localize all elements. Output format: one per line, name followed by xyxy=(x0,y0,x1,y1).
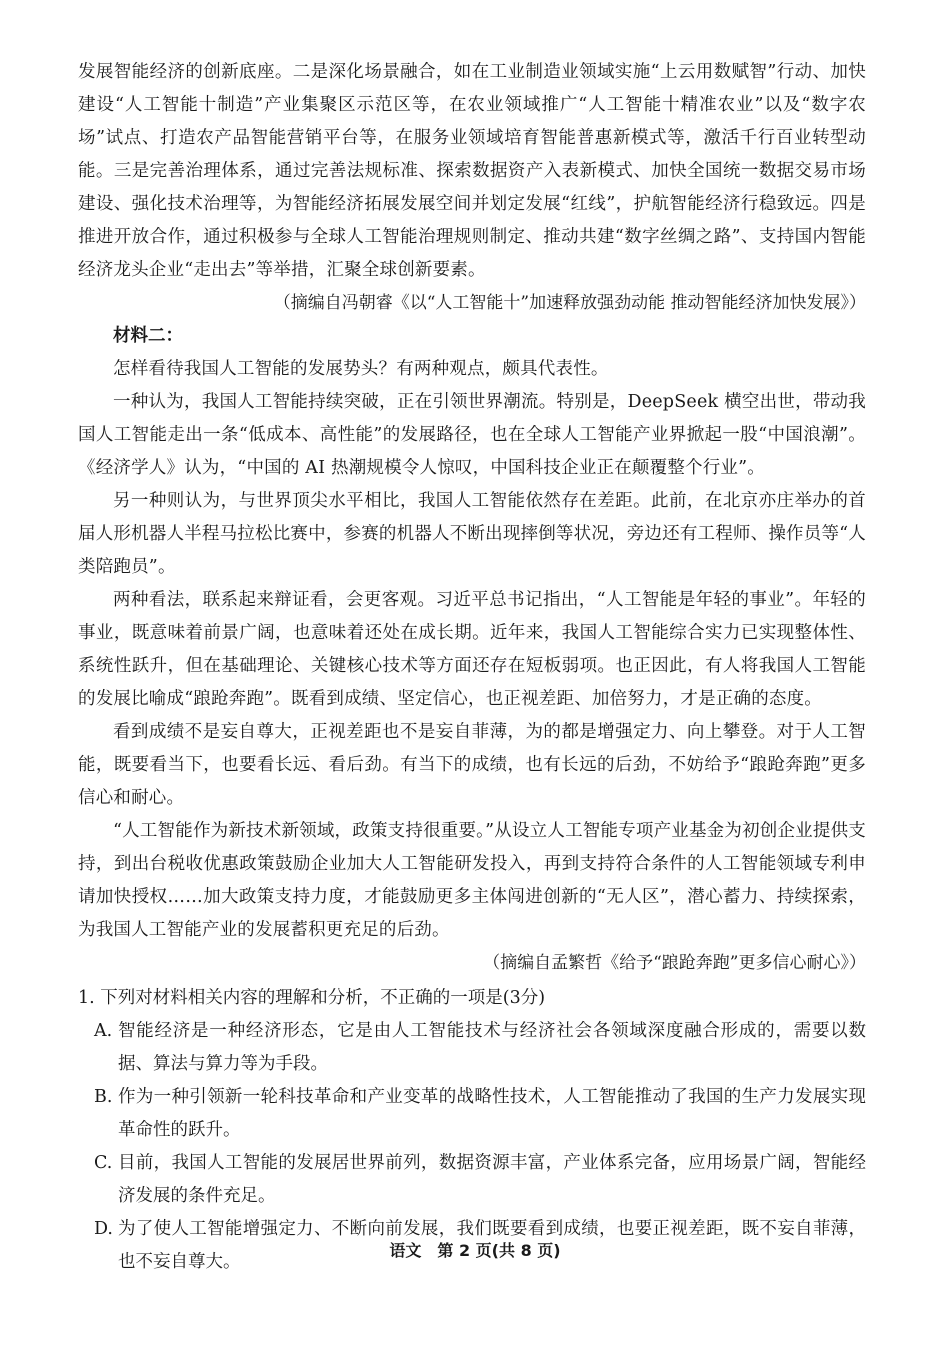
question-1-stem: 1. 下列对材料相关内容的理解和分析，不正确的一项是(3分) xyxy=(78,988,546,1008)
question-1 xyxy=(78,982,866,1279)
option-c xyxy=(78,1147,866,1213)
material2-paragraph-5: 看到成绩不是妄自尊大，正视差距也不是妄自菲薄，为的都是增强定力、向上攀登。对于人工智能，既要看当下，也要看长远、看后劲。有当下的成绩，也有长远的后劲，不妨给予“踉跄奔跑”更多信心和耐心。 xyxy=(78,722,866,808)
exam-page xyxy=(78,56,866,1279)
material2-source: （摘编自孟繁哲《给予“踉跄奔跑”更多信心耐心》） xyxy=(483,953,866,973)
material2-paragraph-3: 另一种则认为，与世界顶尖水平相比，我国人工智能依然存在差距。此前，在北京亦庄举办的首届人形机器人半程马拉松比赛中，参赛的机器人不断出现摔倒等状况，旁边还有工程师、操作员等“人类陪跑员”。 xyxy=(78,491,866,577)
option-d-letter: D. xyxy=(94,1219,113,1239)
option-a-text: 智能经济是一种经济形态，它是由人工智能技术与经济社会各领域深度融合形成的，需要以数据、算法与算力等为手段。 xyxy=(118,1021,866,1074)
option-a xyxy=(78,1015,866,1081)
page-footer: 语文 第 2 页(共 8 页) xyxy=(389,1241,561,1260)
material2-paragraph-1: 怎样看待我国人工智能的发展势头？有两种观点，颇具代表性。 xyxy=(113,359,609,379)
material2-paragraph-6: “人工智能作为新技术新领域，政策支持很重要。”从设立人工智能专项产业基金为初创企业提供支持，到出台税收优惠政策鼓励企业加大人工智能研发投入，再到支持符合条件的人工智能领域专利申请加快授权……加大政策支持力度，才能鼓励更多主体闯进创新的“无人区”，潜心蓄力、持续探索，为我国人工智能产业的发展蓄积更充足的后劲。 xyxy=(78,821,866,940)
option-c-text: 目前，我国人工智能的发展居世界前列，数据资源丰富，产业体系完备，应用场景广阔，智能经济发展的条件充足。 xyxy=(118,1153,866,1206)
material2-paragraph-2: 一种认为，我国人工智能持续突破，正在引领世界潮流。特别是，DeepSeek 横空出世，带动我国人工智能走出一条“低成本、高性能”的发展路径，也在全球人工智能产业界掀起一股“中国浪潮”。《经济学人》认为，“中国的 AI 热潮规模令人惊叹，中国科技企业正在颠覆整个行业”。 xyxy=(78,392,866,478)
option-d-text: 为了使人工智能增强定力、不断向前发展，我们既要看到成绩，也要正视差距，既不妄自菲薄，也不妄自尊大。 xyxy=(118,1219,866,1272)
material1-tail-paragraph: 发展智能经济的创新底座。二是深化场景融合，如在工业制造业领域实施“上云用数赋智”行动、加快建设“人工智能十制造”产业集聚区示范区等，在农业领域推广“人工智能十精准农业”以及“数字农场”试点、打造农产品智能营销平台等，在服务业领域培育智能普惠新模式等，激活千行百业转型动能。三是完善治理体系，通过完善法规标准、探索数据资产入表新模式、加快全国统一数据交易市场建设、强化技术治理等，为智能经济拓展发展空间并划定发展“红线”，护航智能经济行稳致远。四是推进开放合作，通过积极参与全球人工智能治理规则制定、推动共建“数字丝绸之路”、支持国内智能经济龙头企业“走出去”等举措，汇聚全球创新要素。 xyxy=(78,62,866,280)
material1-source: （摘编自冯朝睿《以“人工智能十”加速释放强劲动能 推动智能经济加快发展》） xyxy=(273,293,866,313)
option-b-letter: B. xyxy=(94,1087,113,1107)
material2-title: 材料二： xyxy=(113,326,183,346)
option-a-letter: A. xyxy=(94,1021,113,1041)
material2-paragraph-4: 两种看法，联系起来辩证看，会更客观。习近平总书记指出，“人工智能是年轻的事业”。年轻的事业，既意味着前景广阔，也意味着还处在成长期。近年来，我国人工智能综合实力已实现整体性、系统性跃升，但在基础理论、关键核心技术等方面还存在短板弱项。也正因此，有人将我国人工智能的发展比喻成“踉跄奔跑”。既看到成绩、坚定信心，也正视差距、加倍努力，才是正确的态度。 xyxy=(78,590,866,709)
option-b xyxy=(78,1081,866,1147)
option-c-letter: C. xyxy=(94,1153,113,1173)
option-b-text: 作为一种引领新一轮科技革命和产业变革的战略性技术，人工智能推动了我国的生产力发展实现革命性的跃升。 xyxy=(118,1087,866,1140)
